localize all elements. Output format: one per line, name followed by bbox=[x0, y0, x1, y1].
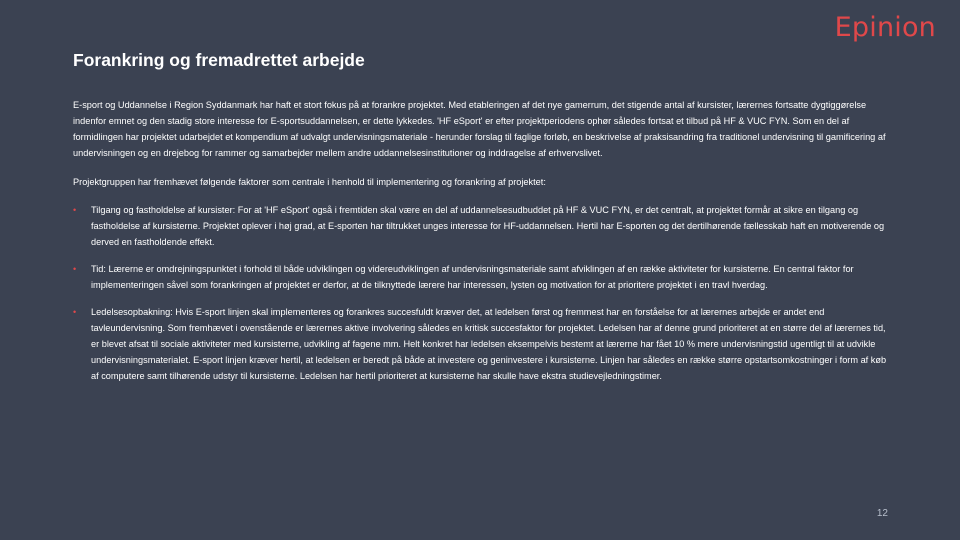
page-number: 12 bbox=[876, 508, 888, 519]
intro-paragraph: E-sport og Uddannelse i Region Syddanmark har haft et stort fokus på at forankre projektet. Med etableringen af det nye gamerrum, det stigende antal af kursister, lærernes fortsatte dygtiggørelse indenfor emnet og den stadig store interesse for E-sportsuddannelsen, er dette lykkedes. 'HF eSport' er efter projektperiodens ophør således fortsat et tilbud på HF & VUC FYN. Som en del af formidlingen har projektet udarbejdet et kompendium af udvalgt undervisningsmateriale - herunder forslag til faglige forløb, en beskrivelse af praksisandring fra traditionel undervisning til gamificering af undervisningen og en drejebog for rammer og samarbejder mellem andre uddannelsesinstitutioner og inddragelse af erhvervslivet. bbox=[73, 100, 886, 158]
list-item bbox=[73, 304, 888, 384]
slide-title: Forankring og fremadrettet arbejde bbox=[73, 50, 365, 70]
lead-paragraph: Projektgruppen har fremhævet følgende faktorer som centrale i henhold til implementering og forankring af projektet: bbox=[73, 177, 546, 187]
bullet-icon: • bbox=[73, 264, 77, 274]
slide-body bbox=[73, 97, 888, 395]
bullet-icon: • bbox=[73, 205, 77, 215]
list-item bbox=[73, 202, 888, 250]
bullet-icon: • bbox=[73, 307, 77, 317]
list-item-text: Tid: Lærerne er omdrejningspunktet i forhold til både udviklingen og videreudviklingen af undervisningsmateriale samt afviklingen af en række aktiviteter for kursisterne. En central faktor for implementeringen såvel som forankringen af projektet er derfor, at de tilknyttede lærere har interessen, lysten og motivation for at prioritere projektet i en travl hverdag. bbox=[91, 264, 854, 290]
factor-list bbox=[73, 202, 888, 384]
list-item bbox=[73, 261, 888, 293]
list-item-text: Ledelsesopbakning: Hvis E-sport linjen skal implementeres og forankres succesfuldt kræver det, at ledelsen først og fremmest har en forståelse for at lærernes arbejde er andet end tavleundervisning. Som fremhævet i ovenstående er lærernes aktive involvering således en kritisk succesfaktor for projektet. Ledelsen har af denne grund prioriteret at en større del af lærernes tid, er blevet afsat til sociale aktiviteter med kursisterne, udvikling af fagene mm. Helt konkret har ledelsen eksempelvis bestemt at lærerne har fået 10 % mere undervisningstid ugentligt til at udvikle undervisningsmaterialet. E-sport linjen kræver hertil, at ledelsen er beredt på både at investere og geninvestere i kursisterne. Linjen har således en række større opstartsomkostninger i form af køb af computere samt tilhørende udstyr til kursisterne. Ledelsen har hertil prioriteret at kursisterne har skulle have ekstra studievejledningstimer. bbox=[91, 307, 887, 381]
epinion-logo: Epinion bbox=[834, 12, 936, 43]
list-item-text: Tilgang og fastholdelse af kursister: For at 'HF eSport' også i fremtiden skal være en del af uddannelsesudbuddet på HF & VUC FYN, er det centralt, at projektet formår at sikre en tilgang og fastholdelse af kursisterne. Projektet oplever i høj grad, at E-sporten har tiltrukket unges interesse for HF-uddannelsen. Hertil har E-sporten og det dertilhørende fællesskab haft en motiverende og derved en fastholdende effekt. bbox=[91, 205, 885, 247]
